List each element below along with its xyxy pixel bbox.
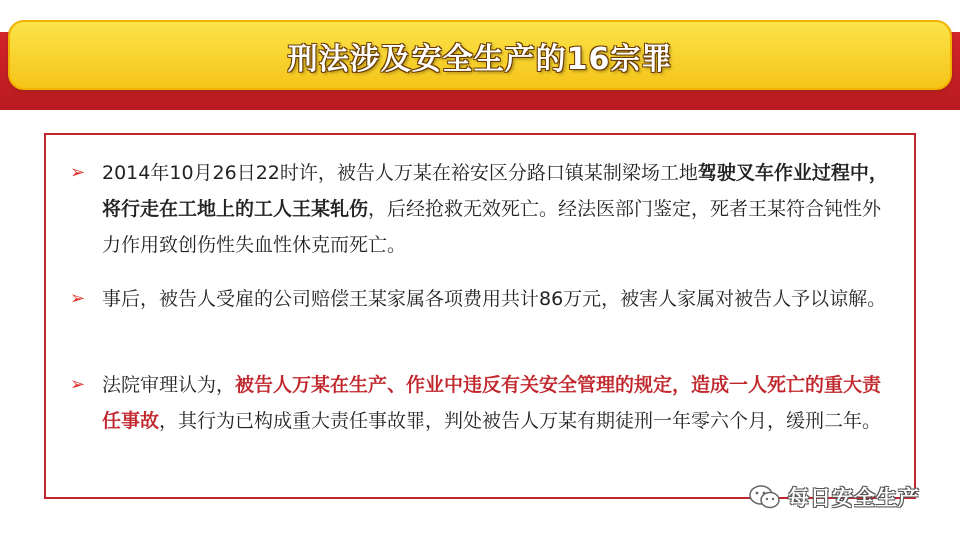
bullet-text: [102, 155, 900, 263]
bullet-2-text: 事后，被告人受雇的公司赔偿王某家属各项费用共计86万元，被害人家属对被告人予以谅解。: [102, 288, 887, 310]
slide-title: 刑法涉及安全生产的16宗罪: [287, 42, 673, 77]
bullet-1-text-part1: 2014年10月26日22时许，被告人万某在裕安区分路口镇某制梁场工地: [102, 162, 698, 184]
bullet-item-2: [70, 281, 900, 317]
bullet-text: [102, 367, 900, 439]
bullet-3-highlight-text: 被告人万某在生产、作业中违反有关安全管理的规定，造成一人死亡的重大责任事故: [102, 374, 882, 432]
bullet-3-text-part3: ，其行为已构成重大责任事故罪，判处被告人万某有期徒刑一年零六个月，缓刑二年。: [159, 410, 882, 432]
bullet-item-1: [70, 155, 900, 263]
arrow-bullet-icon: ➢: [70, 288, 86, 309]
watermark-text: 每日安全生产: [788, 486, 920, 510]
bullet-item-3: [70, 367, 900, 439]
bullet-3-text-part1: 法院审理认为，: [102, 374, 236, 396]
bullet-1-bold-text: 驾驶叉车作业过程中，将行走在工地上的工人王某轧伤: [102, 162, 888, 220]
content-box: [44, 133, 916, 499]
wechat-icon: [748, 484, 782, 510]
arrow-bullet-icon: ➢: [70, 162, 86, 183]
arrow-bullet-icon: ➢: [70, 374, 86, 395]
bullet-1-text-part3: ，后经抢救无效死亡。经法医部门鉴定，死者王某符合钝性外力作用致创伤性失血性休克而死亡。: [102, 198, 882, 256]
watermark: [748, 482, 920, 512]
